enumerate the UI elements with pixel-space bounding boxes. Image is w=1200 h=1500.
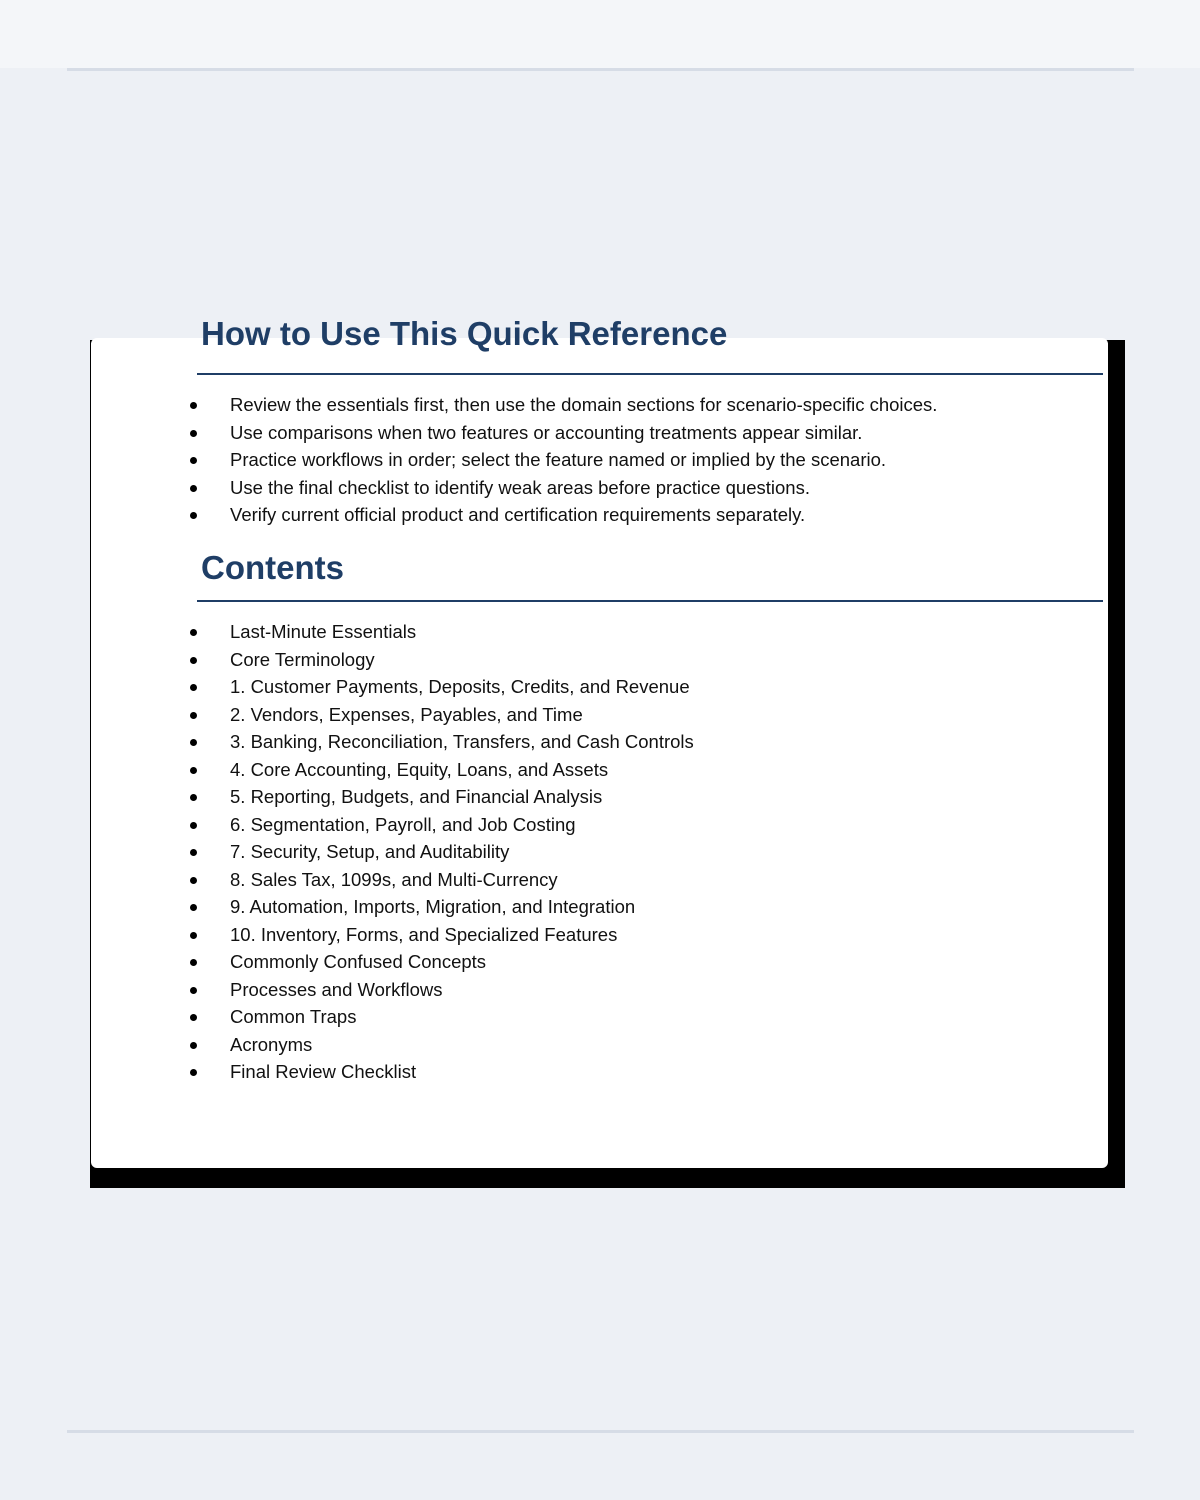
contents-item-text: 3. Banking, Reconciliation, Transfers, and Cash Controls: [230, 731, 694, 752]
contents-item-text: 6. Segmentation, Payroll, and Job Costing: [230, 813, 576, 835]
bullet-icon: [190, 430, 197, 437]
bullet-icon: [190, 629, 197, 636]
contents-item[interactable]: [91, 701, 694, 729]
contents-heading-rule: [197, 600, 1103, 602]
list-item-text: Use the final checklist to identify weak areas before practice questions.: [230, 476, 810, 498]
contents-item[interactable]: [91, 618, 694, 646]
list-item: [91, 501, 937, 529]
contents-item[interactable]: [91, 948, 694, 976]
contents-item[interactable]: [91, 838, 694, 866]
bullet-icon: [190, 959, 197, 966]
list-item-text: Review the essentials first, then use the domain sections for scenario-specific choices.: [230, 394, 938, 415]
bullet-icon: [190, 794, 197, 801]
bullet-icon: [190, 657, 197, 664]
contents-item-text: Common Traps: [230, 1006, 357, 1027]
contents-item-text: 10. Inventory, Forms, and Specialized Features: [230, 923, 618, 945]
bullet-icon: [190, 767, 197, 774]
bullet-icon: [190, 739, 197, 746]
bullet-icon: [190, 457, 197, 464]
contents-item-text: Commonly Confused Concepts: [230, 951, 487, 972]
bottom-divider: [67, 1430, 1134, 1433]
bullet-icon: [190, 1014, 197, 1021]
contents-item[interactable]: [91, 1003, 694, 1031]
list-item: [91, 391, 937, 419]
bullet-icon: [190, 485, 197, 492]
contents-item[interactable]: [91, 893, 694, 921]
contents-item[interactable]: [91, 783, 694, 811]
bullet-icon: [190, 822, 197, 829]
bullet-icon: [190, 712, 197, 719]
bullet-icon: [190, 1069, 197, 1076]
contents-item[interactable]: [91, 976, 694, 1004]
list-item: [91, 419, 937, 447]
contents-item[interactable]: [91, 811, 694, 839]
list-item: [91, 474, 937, 502]
contents-heading: Contents: [201, 549, 344, 586]
contents-item-text: 1. Customer Payments, Deposits, Credits, and Revenue: [230, 676, 690, 697]
contents-item-text: 8. Sales Tax, 1099s, and Multi-Currency: [230, 868, 558, 890]
contents-item[interactable]: [91, 1031, 694, 1059]
bullet-icon: [190, 904, 197, 911]
bullet-icon: [190, 877, 197, 884]
contents-item-text: 4. Core Accounting, Equity, Loans, and Assets: [230, 758, 609, 780]
bullet-icon: [190, 987, 197, 994]
document-page: [91, 315, 1108, 1168]
bullet-icon: [190, 402, 197, 409]
top-divider: [67, 68, 1134, 71]
contents-item-text: 7. Security, Setup, and Auditability: [230, 841, 510, 862]
contents-item-text: Final Review Checklist: [230, 1061, 417, 1082]
bullet-icon: [190, 684, 197, 691]
contents-item-text: Last-Minute Essentials: [230, 621, 417, 642]
contents-item[interactable]: [91, 646, 694, 674]
bullet-icon: [190, 512, 197, 519]
contents-item[interactable]: [91, 1058, 694, 1086]
contents-list: [91, 618, 694, 1086]
contents-item-text: 5. Reporting, Budgets, and Financial Analysis: [230, 786, 603, 807]
list-item: [91, 446, 937, 474]
contents-item-text: 9. Automation, Imports, Migration, and Integration: [230, 896, 636, 917]
contents-item[interactable]: [91, 673, 694, 701]
bullet-icon: [190, 849, 197, 856]
usage-heading-rule: [197, 373, 1103, 375]
usage-heading: How to Use This Quick Reference: [201, 315, 728, 352]
contents-item[interactable]: [91, 756, 694, 784]
contents-item[interactable]: [91, 728, 694, 756]
contents-item-text: 2. Vendors, Expenses, Payables, and Time: [230, 703, 583, 725]
bullet-icon: [190, 932, 197, 939]
contents-item[interactable]: [91, 866, 694, 894]
bullet-icon: [190, 1042, 197, 1049]
list-item-text: Verify current official product and certification requirements separately.: [230, 504, 806, 525]
contents-item-text: Processes and Workflows: [230, 978, 443, 1000]
contents-item-text: Core Terminology: [230, 648, 375, 670]
contents-item[interactable]: [91, 921, 694, 949]
contents-item-text: Acronyms: [230, 1033, 313, 1055]
list-item-text: Use comparisons when two features or accounting treatments appear similar.: [230, 421, 863, 443]
usage-list: [91, 391, 937, 529]
viewer-top-bar: [0, 0, 1200, 68]
list-item-text: Practice workflows in order; select the feature named or implied by the scenario.: [230, 449, 887, 470]
